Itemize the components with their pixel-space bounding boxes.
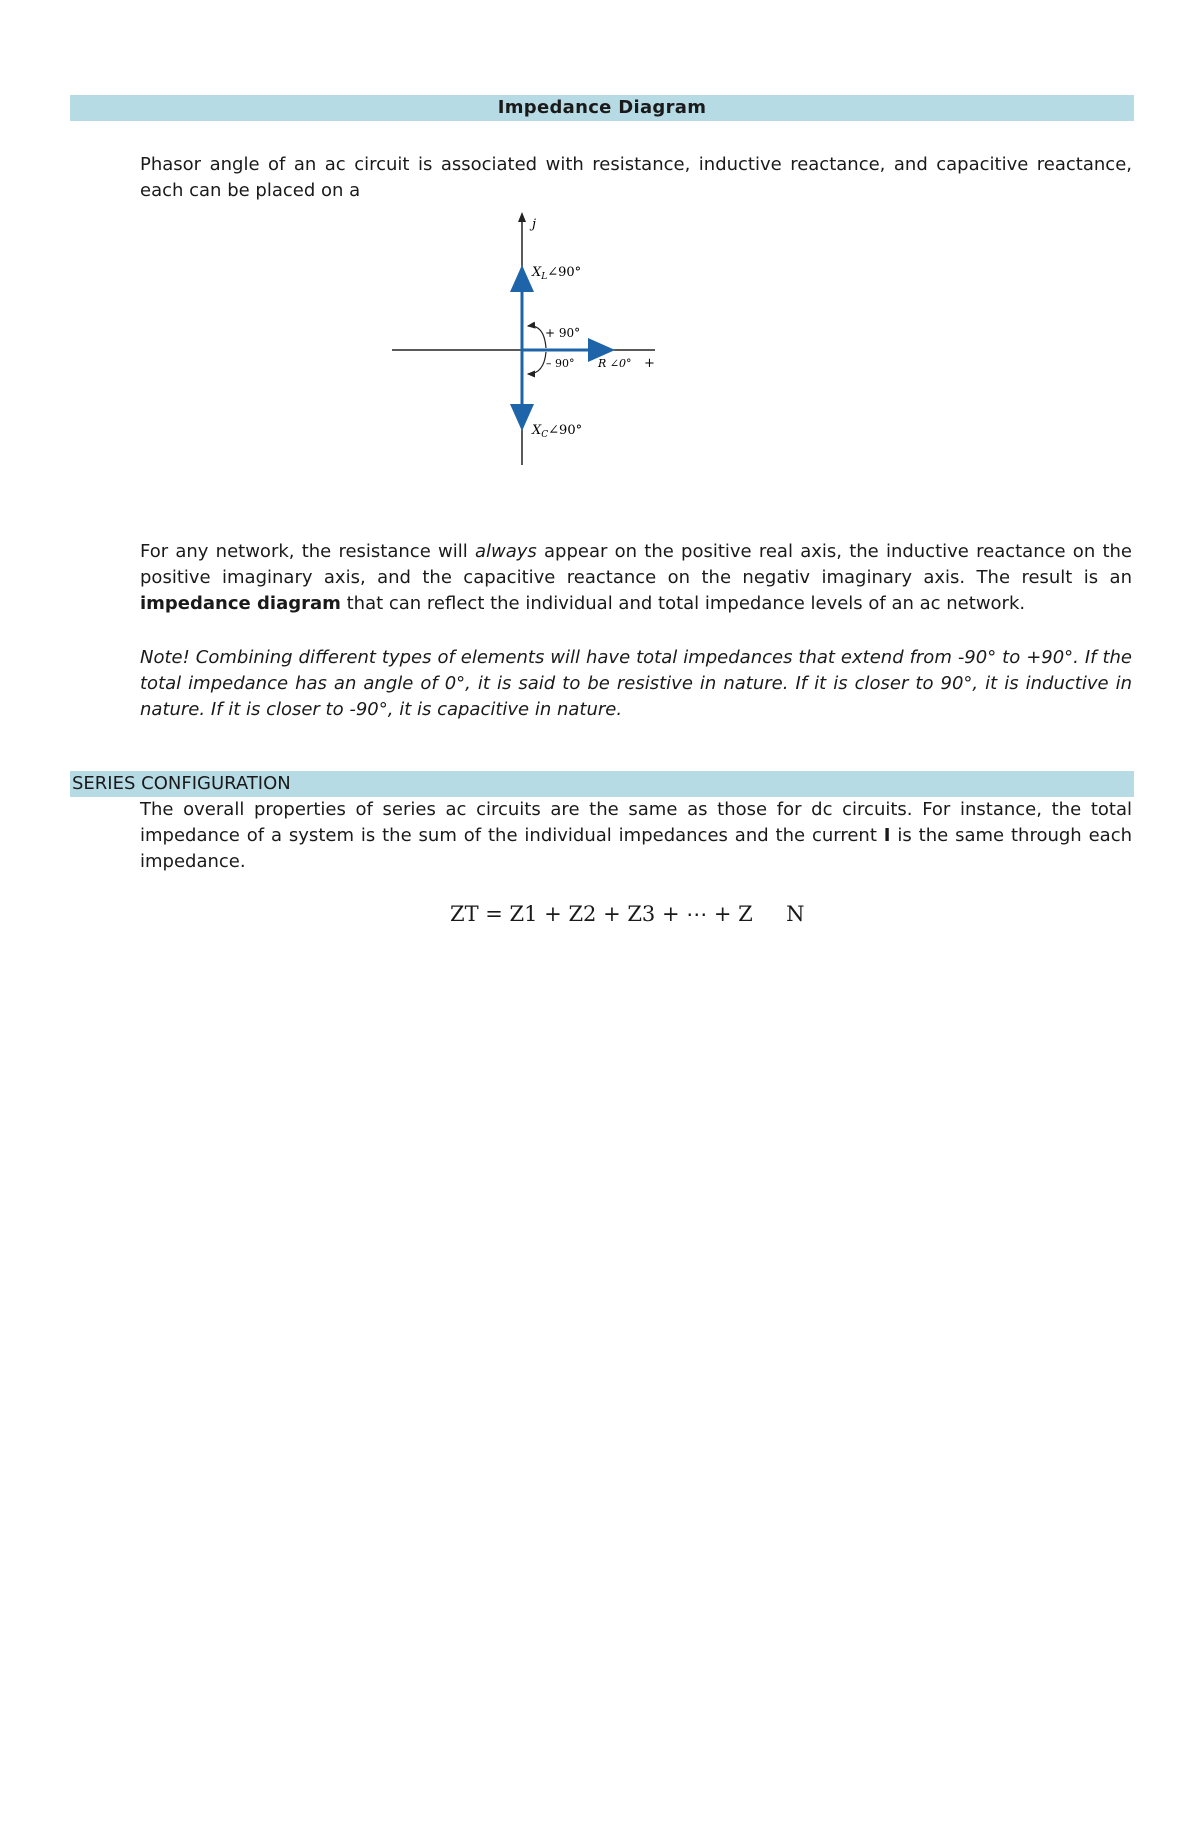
section-title-band: [70, 95, 1134, 121]
series-bold-current: I: [883, 825, 891, 846]
body-text-a: For any network, the resistance will: [140, 541, 475, 562]
plus90-label: + 90°: [545, 326, 581, 340]
series-text-a: The overall properties of series ac circuits are the same as those for dc circuits. For instance, the total impedance of a system is the sum of the individual impedances and the current: [140, 799, 1132, 846]
body-text-c: that can reflect the individual and total impedance levels of an ac network.: [340, 593, 1026, 614]
minus90-label: – 90°: [546, 357, 575, 370]
series-text-b: is the same through each impedance.: [140, 825, 1132, 872]
note-paragraph: Note! Combining different types of elements will have total impedances that extend from -90° to +90°. If the total impedance has an angle of 0°, it is said to be resistive in nature. If it is closer to 90°, it is inductive in nature. If it is closer to -90°, it is capacitive in nature.: [140, 647, 1132, 720]
impedance-diagram: [380, 210, 670, 485]
xl-label: $X_L\angle 90^\circ$: [532, 265, 582, 282]
body-text-b: appear on the positive real axis, the inductive reactance on the positive imaginary axis, and the capacitive reactance on the negativ imaginary axis. The result is an: [140, 541, 1132, 588]
minus90-arc: [528, 352, 546, 374]
series-paragraph: [140, 797, 1132, 875]
section-title: Impedance Diagram: [497, 97, 707, 118]
plus-sign: +: [644, 356, 655, 371]
total-impedance-formula: ZT = Z1 + Z2 + Z3 + ⋯ + Z N: [450, 902, 805, 926]
plus90-arc: [528, 326, 546, 348]
j-label: j: [532, 217, 537, 232]
series-config-band: [70, 771, 1134, 797]
intro-paragraph: Phasor angle of an ac circuit is associated with resistance, inductive reactance, and capacitive reactance, each can be placed on a: [140, 154, 1132, 201]
body-bold-term: impedance diagram: [140, 593, 341, 614]
xc-label: $X_C\angle 90^\circ$: [532, 423, 583, 440]
body-paragraph: [140, 539, 1132, 617]
series-config-title: SERIES CONFIGURATION: [72, 773, 291, 794]
r-label: R ∠0°: [598, 357, 632, 370]
body-emphasis-always: always: [474, 541, 537, 562]
